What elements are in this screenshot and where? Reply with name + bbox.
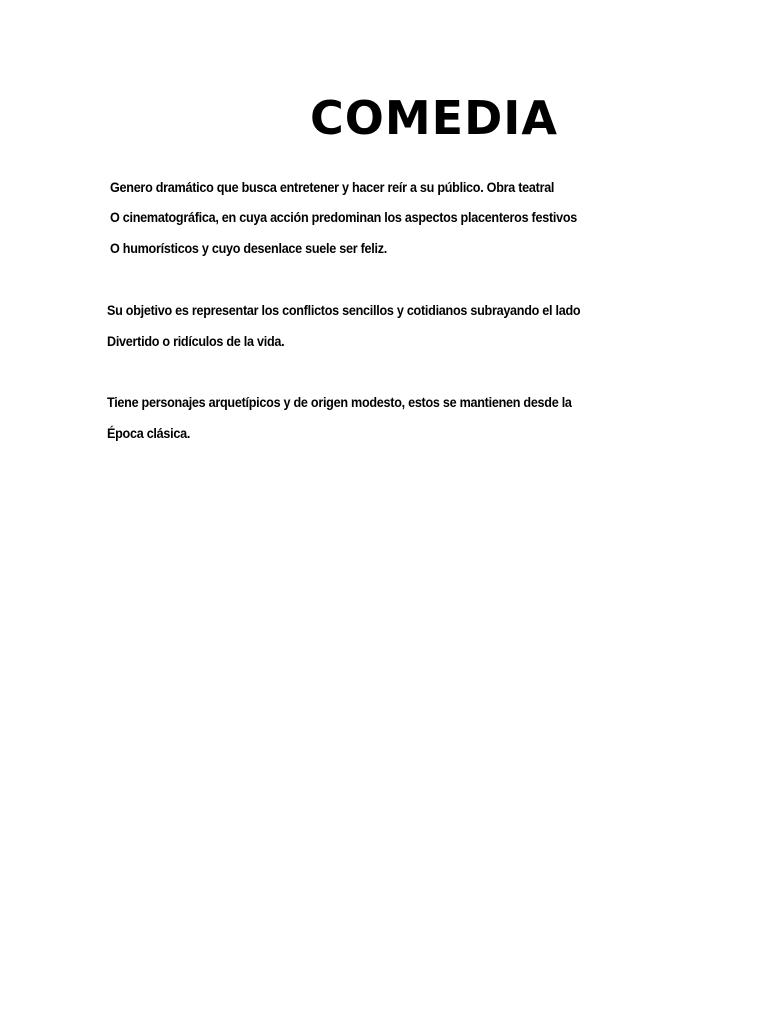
paragraph-line: Genero dramático que busca entretener y hacer reír a su público. Obra teatral [110, 179, 555, 195]
paragraph-line: Su objetivo es representar los conflictos sencillos y cotidianos subrayando el lado [107, 302, 581, 318]
paragraph-line: Tiene personajes arquetípicos y de origen modesto, estos se mantienen desde la [107, 394, 572, 410]
paragraph-line: O humorísticos y cuyo desenlace suele ser feliz. [110, 240, 387, 256]
paragraph-line: O cinematográfica, en cuya acción predominan los aspectos placenteros festivos [110, 209, 578, 225]
document-title: COMEDIA [310, 91, 558, 145]
paragraph-line: Época clásica. [107, 425, 191, 441]
paragraph-line: Divertido o ridículos de la vida. [107, 333, 285, 349]
